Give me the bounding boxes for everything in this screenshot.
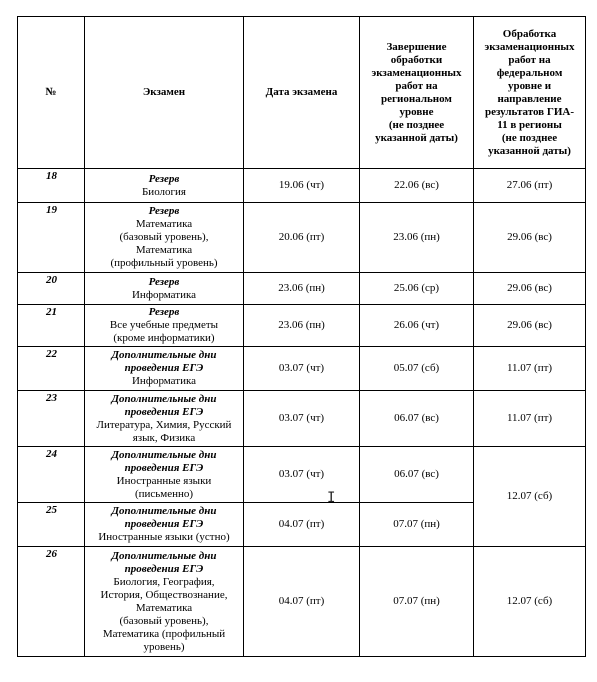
exam-subject: (профильный уровень) [110, 257, 218, 269]
header-federal-line: (не позднее [501, 131, 558, 144]
header-federal-line: уровне и [507, 79, 552, 92]
exam-subject: (базовый уровень), [119, 231, 209, 243]
header-date: Дата экзамена [244, 17, 360, 169]
regional-date: 07.07 (пн) [360, 547, 474, 657]
exam-subject: Информатика [131, 375, 197, 387]
header-federal-line: направление [497, 92, 562, 105]
header-federal-line: 11 в регионы [497, 118, 562, 131]
exam-title: Резерв [148, 205, 180, 217]
exam-cell [85, 273, 244, 305]
federal-date: 12.07 (сб) [474, 447, 586, 547]
exam-title: проведения ЕГЭ [124, 562, 204, 575]
header-regional-line: указанной даты) [375, 131, 458, 144]
federal-date: 29.06 (вс) [474, 203, 586, 273]
row-number: 24 [18, 447, 85, 503]
header-num: № [18, 17, 85, 169]
exam-title: проведения ЕГЭ [124, 405, 204, 418]
exam-date: 20.06 (пт) [244, 203, 360, 273]
header-regional-line: Завершение [386, 40, 447, 53]
row-number: 25 [18, 503, 85, 547]
exam-subject: Информатика [131, 288, 197, 301]
exam-subject: Все учебные предметы [109, 319, 219, 331]
exam-cell [85, 305, 244, 347]
exam-subject: Биология, География, [113, 575, 215, 588]
exam-date: 04.07 (пт) [244, 503, 360, 547]
exam-title: Резерв [148, 172, 180, 185]
federal-date: 11.07 (пт) [474, 347, 586, 391]
exam-cell [85, 503, 244, 547]
regional-date: 25.06 (ср) [360, 273, 474, 305]
exam-subject: Иностранные языки [116, 474, 212, 487]
exam-subject: Биология [141, 185, 186, 198]
row-number: 22 [18, 347, 85, 391]
table-row [18, 347, 586, 391]
row-number: 26 [18, 547, 85, 657]
exam-date: 03.07 (чт) [244, 447, 360, 503]
table-row [18, 203, 586, 273]
exam-subject: язык, Физика [132, 431, 196, 444]
header-regional-line: обработки [390, 53, 443, 66]
exam-title: Дополнительные дни [111, 549, 217, 562]
exam-date: 23.06 (пн) [244, 305, 360, 347]
exam-subject: (базовый уровень), [119, 614, 209, 627]
row-number: 19 [18, 203, 85, 273]
exam-subject: Математика (профильный [102, 627, 226, 640]
table-row [18, 169, 586, 203]
exam-cell [85, 447, 244, 503]
row-number: 18 [18, 169, 85, 203]
regional-date: 06.07 (вс) [360, 447, 474, 503]
header-exam: Экзамен [85, 17, 244, 169]
federal-date: 29.06 (вс) [474, 305, 586, 347]
exam-cell [85, 203, 244, 273]
exam-title: проведения ЕГЭ [124, 461, 204, 474]
table-row [18, 391, 586, 447]
federal-date: 11.07 (пт) [474, 391, 586, 447]
federal-date: 29.06 (вс) [474, 273, 586, 305]
header-federal [474, 17, 586, 169]
regional-date: 05.07 (сб) [360, 347, 474, 391]
header-regional-line: экзаменационных [371, 66, 462, 79]
table-row [18, 273, 586, 305]
regional-date: 22.06 (вс) [360, 169, 474, 203]
exam-title: проведения ЕГЭ [124, 362, 204, 374]
exam-subject: Математика [135, 244, 193, 256]
exam-cell [85, 547, 244, 657]
header-regional [360, 17, 474, 169]
federal-date: 27.06 (пт) [474, 169, 586, 203]
exam-subject: Математика [135, 601, 193, 614]
exam-title: Дополнительные дни [111, 392, 217, 405]
exam-title: Резерв [148, 306, 180, 318]
table-row [18, 547, 586, 657]
header-row [18, 17, 586, 169]
exam-date: 03.07 (чт) [244, 347, 360, 391]
exam-title: Дополнительные дни [111, 349, 217, 361]
header-regional-line: работ на [395, 79, 438, 92]
regional-date: 07.07 (пн) [360, 503, 474, 547]
exam-subject: (письменно) [134, 487, 194, 500]
table-row [18, 447, 586, 503]
exam-date: 04.07 (пт) [244, 547, 360, 657]
exam-subject: (кроме информатики) [113, 332, 215, 344]
header-federal-line: указанной даты) [488, 144, 571, 157]
row-number: 20 [18, 273, 85, 305]
regional-date: 23.06 (пн) [360, 203, 474, 273]
regional-date: 26.06 (чт) [360, 305, 474, 347]
text-cursor-icon: I [327, 490, 336, 506]
header-regional-line: (не позднее [388, 118, 445, 131]
table-row [18, 305, 586, 347]
header-federal-line: Обработка [502, 27, 557, 40]
exam-cell [85, 347, 244, 391]
exam-title: Дополнительные дни [111, 505, 217, 517]
exam-date: 23.06 (пн) [244, 273, 360, 305]
header-regional-line: региональном [381, 92, 452, 105]
exam-title: Резерв [148, 275, 180, 288]
exam-subject: Математика [135, 218, 193, 230]
exam-schedule-table [17, 16, 586, 657]
exam-subject: История, Обществознание, [100, 588, 228, 601]
row-number: 23 [18, 391, 85, 447]
header-federal-line: работ на [508, 53, 551, 66]
exam-cell [85, 169, 244, 203]
exam-subject: Литература, Химия, Русский [96, 418, 232, 431]
exam-title: Дополнительные дни [111, 448, 217, 461]
federal-date: 12.07 (сб) [474, 547, 586, 657]
row-number: 21 [18, 305, 85, 347]
header-regional-line: уровне [399, 105, 434, 118]
header-federal-line: федеральном [496, 66, 563, 79]
exam-cell [85, 391, 244, 447]
exam-subject: Иностранные языки (устно) [98, 531, 230, 543]
header-federal-line: результатов ГИА- [484, 105, 575, 118]
exam-date: 03.07 (чт) [244, 391, 360, 447]
regional-date: 06.07 (вс) [360, 391, 474, 447]
exam-date: 19.06 (чт) [244, 169, 360, 203]
header-federal-line: экзаменационных [484, 40, 575, 53]
exam-subject: уровень) [143, 640, 185, 653]
exam-title: проведения ЕГЭ [124, 518, 204, 530]
